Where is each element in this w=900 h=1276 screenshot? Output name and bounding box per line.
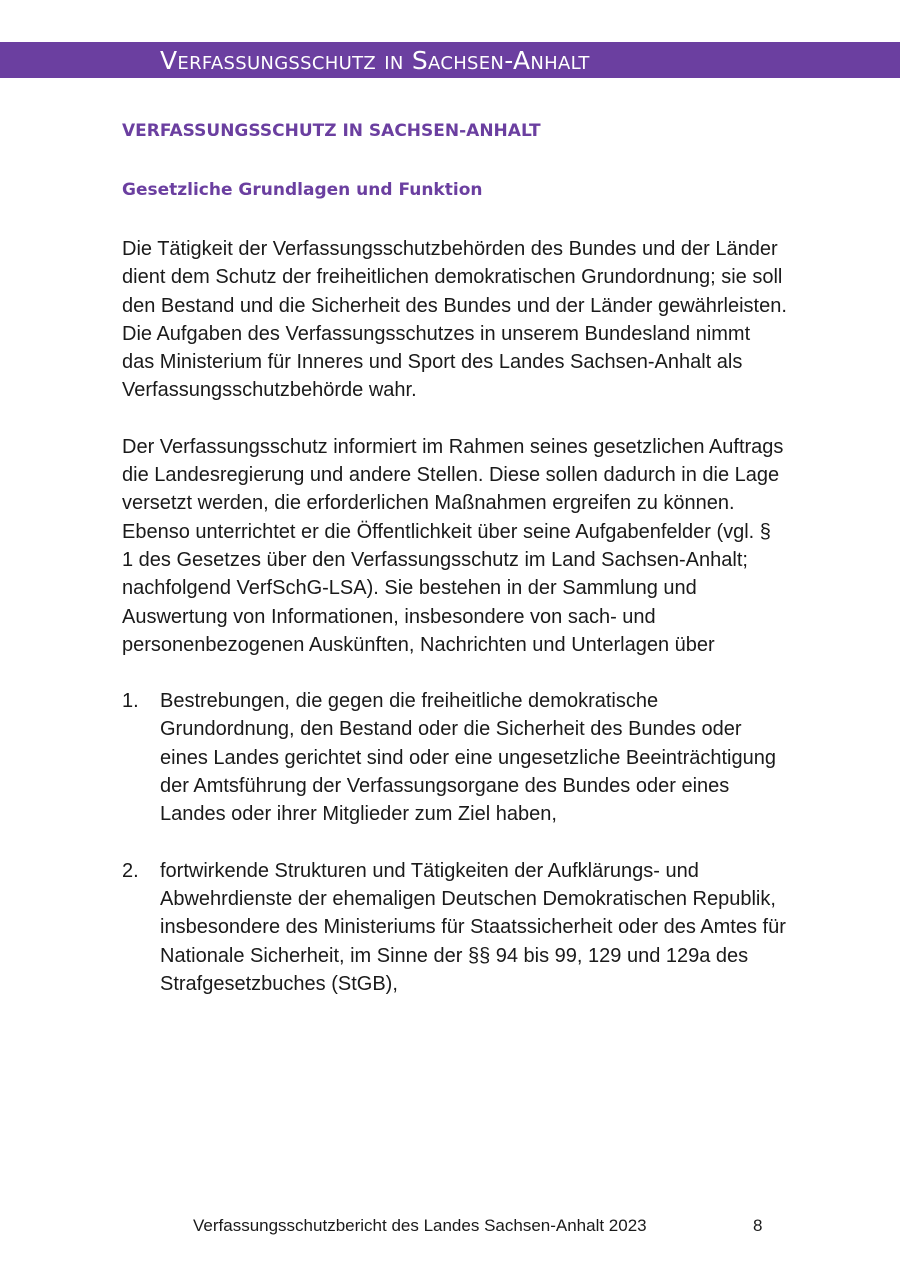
banner-title: Verfassungsschutz in Sachsen-Anhalt (160, 46, 590, 75)
list-item-number: 1. (122, 690, 139, 713)
footer-title: Verfassungsschutzbericht des Landes Sachsen-Anhalt 2023 (193, 1216, 647, 1235)
list-item-number: 2. (122, 859, 139, 882)
section-heading: VERFASSUNGSSCHUTZ IN SACHSEN-ANHALT (122, 121, 541, 141)
paragraph-2: Der Verfassungsschutz informiert im Rahmen seines gesetzlichen Auftrags die Landesregierung und andere Stellen. Diese sollen dadurch in die Lage versetzt werden, die erforderlichen Maßnahmen ergreifen zu können. Ebenso unterrichtet er die Öffentlichkeit über seine Aufgabenfelder (vgl. § 1 des Gesetzes über den Verfassungsschutz im Land Sachsen-Anhalt; nachfolgend VerfSchG-LSA). Sie bestehen in der Sammlung und Auswertung von Informationen, insbesondere von sach- und personenbezogenen Auskünften, Nachrichten und Unterlagen über (122, 435, 784, 656)
sub-heading: Gesetzliche Grundlagen und Funktion (122, 180, 483, 200)
main-content (122, 117, 787, 998)
list-item-text: fortwirkende Strukturen und Tätigkeiten der Aufklärungs- und Abwehrdienste der ehemaligen Deutschen Demokratischen Republik, insbesondere des Ministeriums für Staatssicherheit oder des Amtes für Nationale Sicherheit, im Sinne der §§ 94 bis 99, 129 und 129a des Strafgesetzbuches (StGB), (160, 859, 786, 995)
list-item (122, 687, 787, 828)
paragraph-1: Die Tätigkeit der Verfassungsschutzbehörden des Bundes und der Länder dient dem Schutz der freiheitlichen demokratischen Grundordnung; sie soll den Bestand und die Sicherheit des Bundes und der Länder gewährleisten. Die Aufgaben des Verfassungsschutzes in unserem Bundesland nimmt das Ministerium für Inneres und Sport des Landes Sachsen-Anhalt als Verfassungsschutzbehörde wahr. (122, 238, 787, 402)
numbered-list (122, 687, 787, 998)
list-item (122, 857, 787, 998)
list-item-text: Bestrebungen, die gegen die freiheitliche demokratische Grundordnung, den Bestand oder die Sicherheit des Bundes oder eines Landes gerichtet sind oder eine ungesetzliche Beeinträchtigung der Amtsführung der Verfassungsorgane des Bundes oder eines Landes oder ihrer Mitglieder zum Ziel haben, (160, 690, 776, 826)
page-number: 8 (753, 1216, 763, 1235)
